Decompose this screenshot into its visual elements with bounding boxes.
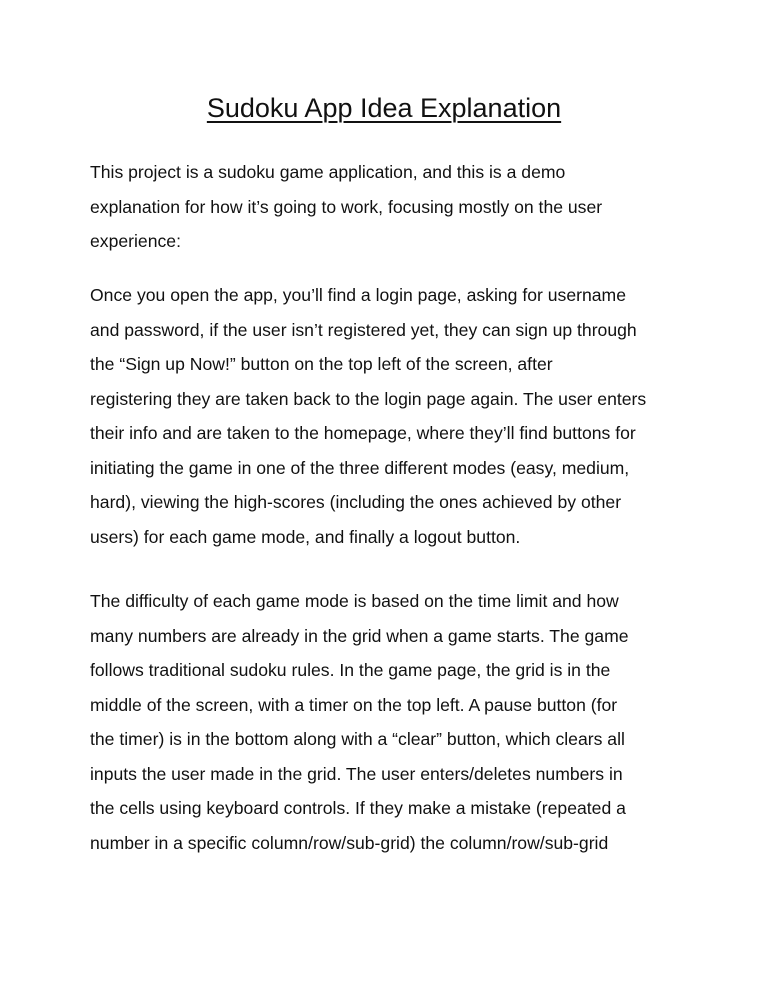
document-title: Sudoku App Idea Explanation <box>206 93 562 123</box>
paragraph-game-rules: The difficulty of each game mode is based on the time limit and how many numbers are already in the grid when a game starts. The game follows traditional sudoku rules. In the game page, the grid is in the middle of the screen, with a timer on the top left. A pause button (for the timer) is in the bottom along with a “clear” button, which clears all inputs the user made in the grid. The user enters/deletes numbers in the cells using keyboard controls. If they make a mistake (repeated a number in a specific column/row/sub-grid) the column/row/sub-grid <box>90 591 629 853</box>
paragraph-intro: This project is a sudoku game application, and this is a demo explanation for how it’s going to work, focusing mostly on the user experience: <box>90 162 603 251</box>
paragraph-login-flow: Once you open the app, you’ll find a login page, asking for username and password, if the user isn’t registered yet, they can sign up through the “Sign up Now!” button on the top left of the screen, after registering they are taken back to the login page again. The user enters their info and are taken to the homepage, where they’ll find buttons for initiating the game in one of the three different modes (easy, medium, hard), viewing the high-scores (including the ones achieved by other users) for each game mode, and finally a logout button. <box>90 285 647 547</box>
